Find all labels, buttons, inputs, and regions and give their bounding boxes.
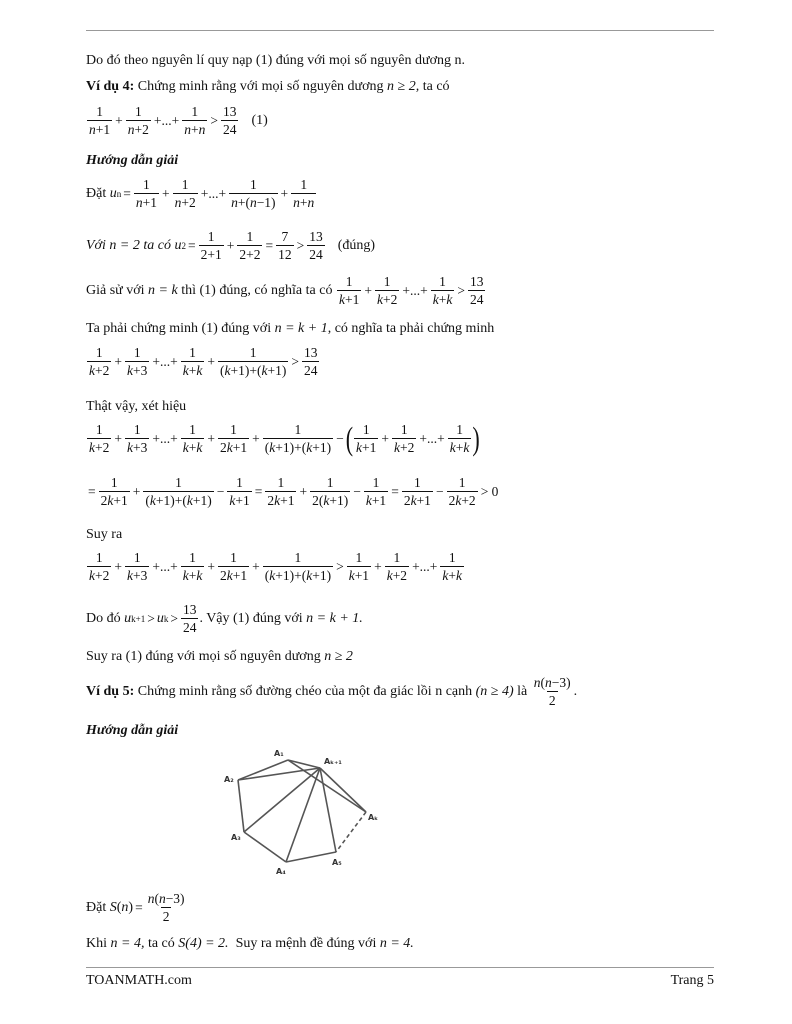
therefore-inequality: 1 k+2 + $\frac{1}{k+3}$ +...+ $\frac{1}{k+k}$ + $\frac{1}{2k+1}$ + $\frac{1}{(k+1)+(k+1)}$ > 1 k+1 + $\frac{1}{k+2}$ +...+ $\frac{1}{k+k}$ [89, 550, 463, 583]
dat2-label: Đặt [86, 899, 107, 915]
khi-c: ta có [147, 936, 175, 951]
footer [86, 973, 714, 989]
final-conclusion-a: Suy ra (1) đúng với mọi số nguyên dương [86, 649, 321, 664]
example-5-text: Chứng minh rằng số đường chéo của một đa giác lồi n cạnh [137, 683, 473, 699]
goal-text-a: Ta phải chứng minh (1) đúng với [86, 321, 272, 336]
difference-result: = $\frac{1}{2k+1}$ + $\frac{1}{(k+1)+(k+1)}$ − $\frac{1}{k+1}$ = $\frac{1}{2k+1}$ + $\frac{1}{2(k+1)}$ − $\frac{1}{k+1}$ = $\frac{1}{2k+1}$ − $\frac{1}{2k+2}$ > 0 [88, 475, 499, 508]
base-case-text: Với n = 2 ta có [86, 237, 171, 253]
example-5-la: là [517, 683, 528, 699]
solution-heading-1: Hướng dẫn giải [86, 153, 179, 168]
edge-a4-a3 [244, 832, 286, 862]
example-5-label: Ví dụ 5: [86, 683, 135, 699]
footer-rule [86, 967, 714, 968]
example-4-statement [86, 78, 450, 96]
khi-d: S(4) = 2. [178, 936, 229, 951]
footer-page-number: Trang 5 [670, 973, 714, 988]
label-a2: A₂ [224, 775, 234, 784]
text-line-conclusion-prev: Do đó theo nguyên lí quy nạp (1) đúng với mọi số nguyên dương n. [86, 53, 465, 68]
base-case-true: (đúng) [337, 237, 376, 253]
example-4-label: Ví dụ 4: [86, 79, 135, 94]
edge-a5-a4 [286, 852, 336, 862]
induction-goal-inequality: 1 k+2 + $\frac{1}{k+3}$ +...+ $\frac{1}{k+k}$ + $\frac{1}{(k+1)+(k+1)}$ > 13 24 [89, 345, 318, 378]
label-a3: A₃ [231, 833, 241, 842]
footer-site: TOANMATH.com [86, 973, 192, 988]
conclusion-step-b: . Vậy (1) đúng với [199, 610, 303, 626]
khi-f: n = 4. [379, 936, 414, 951]
conclusion-step: Do đó u k+1 > u k > 13 24 . Vậy (1) đúng với n = k + 1. [86, 602, 363, 635]
definition-sn: Đặt S ( n ) = $\frac{n(n-3)}{2}$ [86, 891, 185, 924]
label-ak: Aₖ [368, 813, 379, 822]
base-case-5 [86, 935, 414, 953]
khi-a: Khi [86, 936, 107, 951]
difference-expression: 1 k+2 + $\frac{1}{k+3}$ +...+ $\frac{1}{k+k}$ + $\frac{1}{2k+1}$ + $\frac{1}{(k+1)+(k+1)}$ − ( 1 k+1 + $\frac{1}{k+2}$ +...+ $\frac{1}{k+k}$ ) [89, 419, 480, 457]
example-5-statement: Ví dụ 5: Chứng minh rằng số đường chéo của một đa giác lồi n cạnh (n ≥ 4) là n(n−3) 2 . [86, 675, 578, 708]
hypothesis-text-b: n = k [148, 282, 178, 298]
example-4-text: Chứng minh rằng với mọi số nguyên dương [137, 79, 384, 94]
polygon-diagram [220, 744, 390, 876]
khi-e: Suy ra mệnh đề đúng với [235, 936, 377, 951]
conclusion-step-c: n = k + 1. [306, 610, 363, 626]
example-4-tail: ta có [422, 79, 450, 94]
base-case: Với n = 2 ta có u 2 = $\frac{1}{2+1}$ + $\frac{1}{2+2}$ = $\frac{7}{12}$ > 13 24 (đúng) [86, 229, 376, 262]
label-a5: A₅ [332, 858, 342, 867]
induction-hypothesis: Giả sử với n = k thì (1) đúng, có nghĩa ta có 1 k+1 + $\frac{1}{k+2}$ +...+ $\frac{1}{k+k}$ > 13 24 [86, 274, 484, 307]
indeed-text: Thật vậy, xét hiệu [86, 399, 187, 414]
example-4-condition: n ≥ 2, [387, 79, 420, 94]
hypothesis-text-a: Giả sử với [86, 282, 145, 298]
therefore-text: Suy ra [86, 527, 123, 542]
final-conclusion-b: n ≥ 2 [324, 649, 353, 664]
khi-b: n = 4, [110, 936, 145, 951]
example-5-condition: (n ≥ 4) [475, 683, 514, 699]
conclusion-step-a: Do đó [86, 610, 121, 626]
final-conclusion-4 [86, 648, 353, 666]
solution-heading-2: Hướng dẫn giải [86, 723, 179, 738]
dat-label: Đặt [86, 185, 107, 201]
header-rule [86, 30, 714, 31]
label-ak1: Aₖ₊₁ [324, 757, 342, 766]
induction-goal-text [86, 320, 494, 338]
equation-1-tag: (1) [251, 112, 268, 128]
label-a1: A₁ [274, 749, 284, 758]
equation-1: 1 n+1 + $\frac{1}{n+2}$ +...+ $\frac{1}{n+n}$ > 13 24 (1) [89, 104, 268, 137]
definition-un: Đặt u n = $\frac{1}{n+1}$ + $\frac{1}{n+2}$ +...+ $\frac{1}{n+(n-1)}$ + $\frac{1}{n+n}$ [86, 177, 315, 210]
edge-ak-a5-dashed [336, 812, 366, 852]
goal-text-b: n = k + 1 [274, 321, 328, 336]
label-a4: A₄ [276, 867, 286, 876]
goal-text-c: , có nghĩa ta phải chứng minh [327, 321, 495, 336]
hypothesis-text-c: thì (1) đúng, có nghĩa ta có [181, 282, 333, 298]
edge-a3-a2 [238, 780, 244, 832]
